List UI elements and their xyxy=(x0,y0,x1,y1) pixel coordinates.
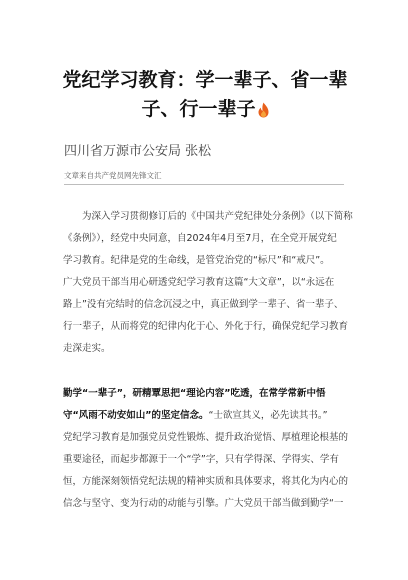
paragraph-line: 行一辈子，从而将党的纪律内化于心、外化于行，确保党纪学习教育 xyxy=(63,321,349,332)
source-note: 文章来自共产党员网先锋文汇 xyxy=(64,171,162,180)
article-title xyxy=(40,66,370,127)
paragraph-line: 《条例》），经党中央同意，自2024年4月至7月，在全党开展党纪 xyxy=(63,233,337,244)
paragraph-line: 学习教育。纪律是党的生命线，是管党治党的“标尺”和“戒尺”。 xyxy=(63,255,330,266)
title-line-2 xyxy=(40,95,370,127)
author-byline: 四川省万源市公安局 张松 xyxy=(64,144,212,159)
title-line-1: 党纪学习教育：学一辈子、省一辈 xyxy=(62,69,348,91)
section-heading-line-2 xyxy=(63,405,353,427)
paragraph-line: 广大党员干部当用心研透党纪学习教育这篇“大文章”，以“永远在 xyxy=(63,277,335,288)
paragraph-line: 走深走实。 xyxy=(63,343,111,354)
paragraph-line: 路上”没有完结时的信念沉浸之中，真正做到学一辈子、省一辈子、 xyxy=(63,299,344,310)
quote-text: “士欲宣其义，必先读其书。” xyxy=(208,410,328,421)
paragraph-line: 为深入学习贯彻修订后的《中国共产党纪律处分条例》（以下简称 xyxy=(63,211,353,222)
flame-icon xyxy=(258,98,269,127)
title-line-2-text: 子、行一辈子 xyxy=(141,98,256,120)
paragraph-line: 恒，方能深刻领悟党纪法规的精神实质和具体要求，将其化为内心的 xyxy=(63,476,349,487)
section-heading-line-1: 勤学“一辈子”，研精覃思把“理论内容”吃透，在常学常新中悟 xyxy=(63,388,326,399)
divider xyxy=(64,184,344,185)
section-heading-bold: 守“风雨不动安如山”的坚定信念。 xyxy=(63,410,209,421)
paragraph-2 xyxy=(63,383,353,515)
paragraph-line: 重要途径，而起步都源于一个“学”字，只有学得深、学得实、学有 xyxy=(63,454,339,465)
paragraph-line: 党纪学习教育是加强党员党性锻炼、提升政治觉悟、厚植理论根基的 xyxy=(63,432,349,443)
paragraph-line: 信念与坚守、变为行动的动能与引擎。广大党员干部当做到勤学“一 xyxy=(63,498,344,509)
paragraph-1 xyxy=(63,206,353,360)
